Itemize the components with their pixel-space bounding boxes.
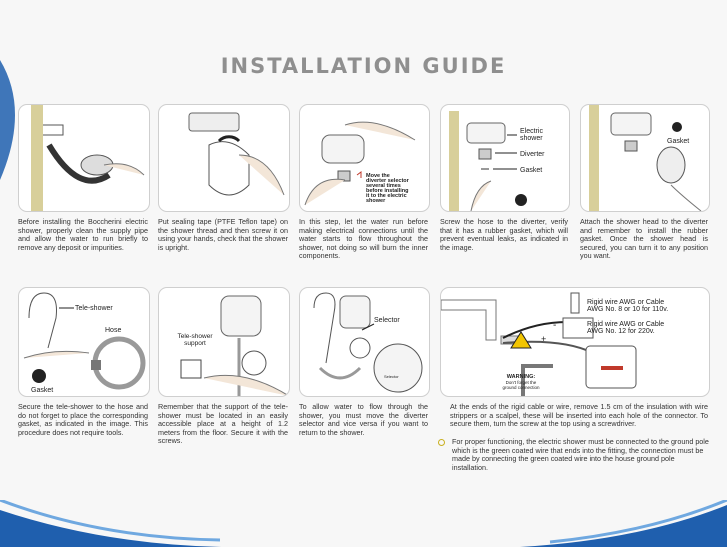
step-3-text: In this step, let the water run before making electrical connections until the water starts to flow throughout the shower, not doing so will burn the inner components. — [299, 217, 428, 261]
svg-text:ElectricshowerDiverterGasket: Electric shower Diverter Gasket — [520, 128, 545, 174]
step-9-text: At the ends of the rigid cable or wire, remove 1.5 cm of the insulation with wire strippers or a scalpel, these will be inserted into each hole of the connector. To secure them, turn the screw at the top using a screwdriver. — [450, 402, 708, 429]
svg-text:WARNING:: WARNING: — [506, 374, 536, 380]
svg-text:+: + — [541, 334, 547, 344]
decorative-swoosh-bottom-left — [0, 500, 260, 547]
step-2-illustration — [158, 104, 290, 212]
decorative-swoosh-bottom-right — [520, 500, 727, 547]
svg-text:Move thediverter selectorsever: Move the diverter selector several times before installing it to the electric shower — [366, 173, 409, 204]
step-7-text: Remember that the support of the tele-shower must be located in an easily accessible place at a height of 1.2 meters from the floor. Secure it with the screws. — [158, 402, 288, 446]
step-2-text: Put sealing tape (PTFE Teflon tape) on the shower thread and then screw it on using your hands, check that the shower is upright. — [158, 217, 288, 252]
step-4-illustration — [440, 104, 570, 212]
grounding-note — [452, 438, 712, 472]
step-7-illustration — [158, 287, 290, 397]
step-6-text: Secure the tele-shower to the hose and do not forget to place the corresponding gasket, as indicated in the image. This procedure does not require tools. — [18, 402, 148, 437]
grounding-note-text: For proper functioning, the electric shower must be connected to the ground pole which is the green coated wire that ends into the fitting, the connection must be made by connecting the green coated wire into the house ground pole installation. — [452, 437, 709, 472]
svg-text:Rigid wire AWG or CableAWG No.: Rigid wire AWG or Cable AWG No. 8 or 10 for 110v. Rigid wire AWG or Cable AWG No. 12 for 220v. — [587, 299, 669, 335]
svg-text:Gasket: Gasket — [667, 138, 690, 145]
svg-text:-: - — [553, 320, 557, 331]
step-6-illustration — [18, 287, 150, 397]
step-3-illustration — [299, 104, 430, 212]
step-5-text: Attach the shower head to the diverter and remember to install the rubber gasket. Once the shower head is secured, you can turn it to any position you want. — [580, 217, 708, 261]
step-8-text: To allow water to flow through the shower, you must move the diverter selector and vice versa if you want to return to the shower. — [299, 402, 428, 437]
svg-text:Don't forget theground connect: Don't forget the ground connection — [502, 380, 540, 390]
step-9-illustration — [440, 287, 710, 397]
svg-text:Tele-showerHoseGasket: Tele-shower Hose Gasket — [31, 305, 122, 394]
svg-text:Tele-showersupport: Tele-shower support — [177, 333, 213, 347]
step-1-text: Before installing the Boccherini electric shower, properly clean the supply pipe and allow the water to run briefly to remove any deposit or impurities. — [18, 217, 148, 252]
svg-text:Selector: Selector — [374, 317, 400, 324]
step-4-text: Screw the hose to the diverter, verify that it has a rubber gasket, which will prevent eventual leaks, as indicated in the image. — [440, 217, 568, 252]
page-title: INSTALLATION GUIDE — [220, 54, 507, 78]
bullet-icon — [438, 439, 445, 446]
step-1-illustration — [18, 104, 150, 212]
step-5-illustration — [580, 104, 710, 212]
step-8-illustration — [299, 287, 430, 397]
svg-text:Selector: Selector — [384, 374, 399, 379]
